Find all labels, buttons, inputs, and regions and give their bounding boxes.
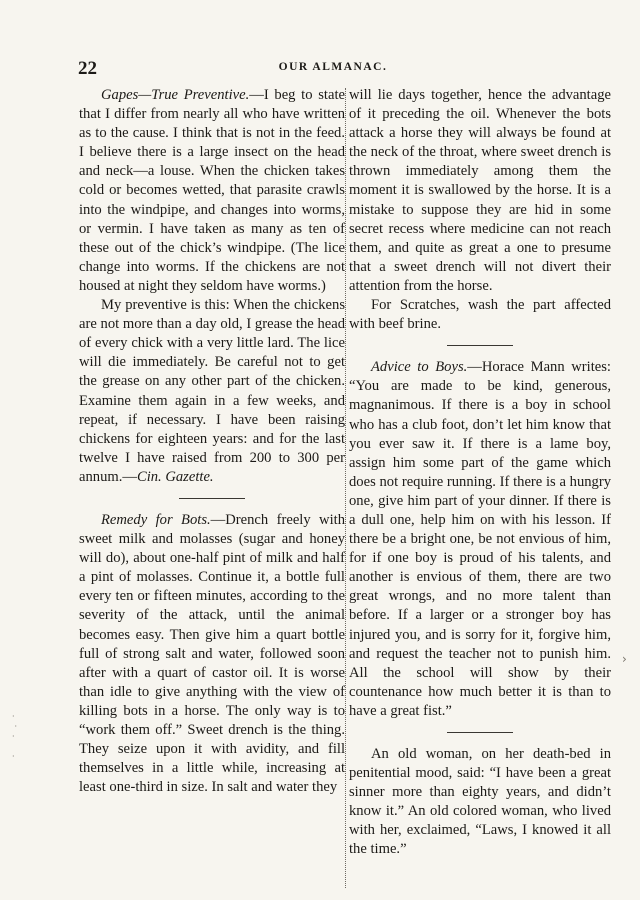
bots-heading: Remedy for Bots. bbox=[101, 511, 211, 528]
left-column bbox=[79, 86, 345, 797]
advice-heading: Advice to Boys. bbox=[371, 359, 468, 376]
gapes-paragraph-1 bbox=[79, 86, 345, 296]
advice-text: —Horace Mann writes: “You are made to be kind, generous, magnanimous. If there is a boy in school who has a club foot, don’t let him know that you ever saw it. If there is a lame boy, assign him some part of the game which does not require running. If there is a hungry one, give him part of your dinner. If there is a dull one, help him on with his lesson. If there be a bright one, be not envious of him, for if one boy is proud of his talents, and another is envious of them, there are two great wrongs, and no more talent than before. If a larger or a stronger boy has injured you, and is sorry for it, forgive him, and request the teacher not to punish him. All the school will show by their countenance how much better it is than to have a great fist.” bbox=[349, 359, 611, 719]
column-rule bbox=[345, 88, 346, 888]
section-divider bbox=[447, 732, 513, 733]
bots-paragraph bbox=[79, 511, 345, 797]
bots-text: —Drench freely with sweet milk and molasses (sugar and honey will do), about one-half pint of milk and half a pint of molasses. Continue it, a bottle full every ten or fifteen minutes, according to the severity of the attack, until the animal becomes easy. Then give him a quart bottle full of strong salt and water, followed soon after with a quart of castor oil. It is worse than idle to give anything with the view of killing bots in a horse. The only way is to “work them off.” Sweet drench is the thing. They seize upon it with avidity, and fill themselves in a little while, increasing at least one-third in size. In salt and water they bbox=[79, 511, 346, 796]
scratches-paragraph: For Scratches, wash the part affected with beef brine. bbox=[349, 297, 611, 333]
margin-tick: › bbox=[622, 652, 627, 666]
right-column bbox=[349, 86, 611, 860]
gapes-paragraph-2 bbox=[79, 296, 345, 487]
page-number: 22 bbox=[78, 58, 97, 79]
advice-paragraph bbox=[349, 358, 611, 721]
gapes-text-2: My preventive is this: When the chickens are not more than a day old, I grease the head of every chick with a very little lard. The lice will die immediately. Be careful not to get the grease on any other part of the chicken. Examine them again in a few weeks, and repeat, if necessary. I have been raising chickens for eighteen years: and for the last twelve I have raised from 200 to 300 per annum.— bbox=[79, 297, 345, 485]
section-divider bbox=[447, 345, 513, 346]
running-head: OUR ALMANAC. bbox=[278, 61, 388, 73]
gapes-source: Cin. Gazette. bbox=[136, 468, 214, 485]
gapes-heading: Gapes—True Preventive. bbox=[101, 87, 250, 103]
margin-specks: · · · · bbox=[12, 712, 18, 761]
old-woman-paragraph: An old woman, on her death-bed in penitential mood, said: “I have been a great sinner more than eighty years, and didn’t know it.” An old colored woman, who lived with her, exclaimed, “Laws, I knowed it all the time.” bbox=[349, 746, 611, 858]
page-header bbox=[78, 58, 588, 82]
gapes-text-1: —I beg to state that I differ from nearly all who have written as to the cause. I think that is not in the feed. I believe there is a large insect on the head and neck—a louse. When the chicken takes cold or becomes wetted, that parasite crawls into the windpipe, and changes into worms, or vermin. I have taken as many as ten of these out of the chick’s windpipe. (The lice change into worms. If the chickens are not housed at night they seldom have worms.) bbox=[79, 87, 345, 294]
bots-continued-paragraph: will lie days together, hence the advantage of it preceding the oil. Whenever the bots attack a horse they will always be found at the neck of the throat, where sweet drench is thrown immediately among them the moment it is swallowed by the horse. It is a mistake to suppose they are hid in some secret recess where medicine can not reach them, and quite as great a one to presume that a sweet drench will not divert their attention from the horse. bbox=[349, 87, 611, 294]
section-divider bbox=[179, 498, 245, 499]
